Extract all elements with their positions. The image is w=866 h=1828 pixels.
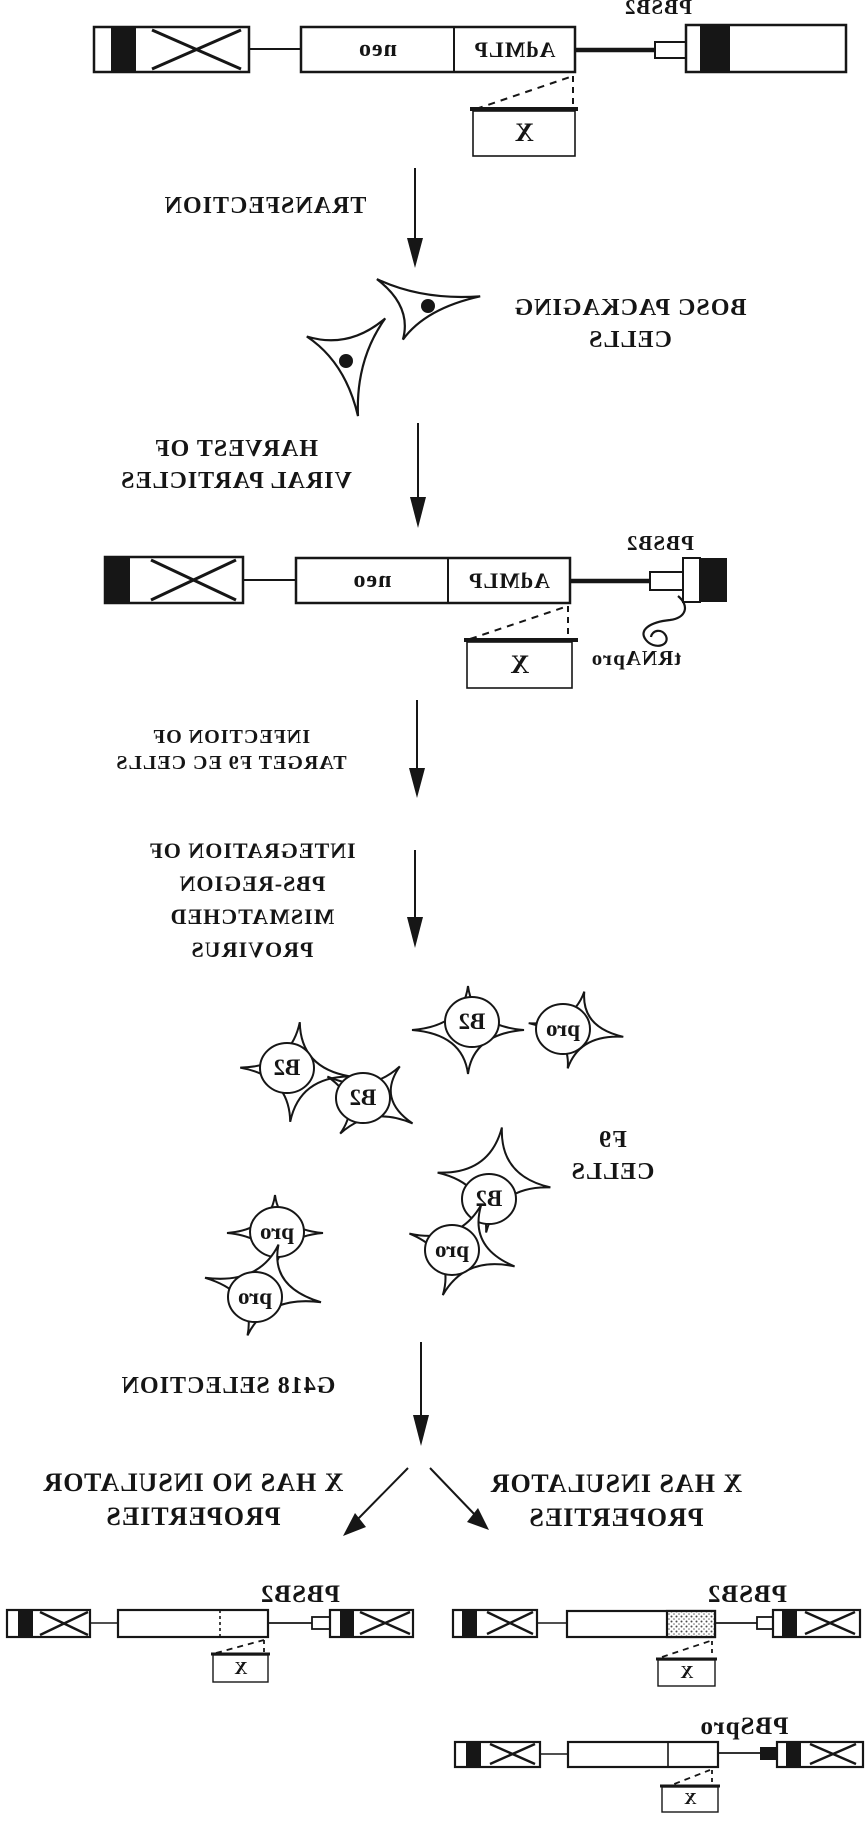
label-line: X HAS INSULATOR xyxy=(489,1468,743,1498)
cell-nucleus-dot xyxy=(339,354,353,368)
trna-primer-label: tRNApro xyxy=(590,646,682,671)
step-harvest-label xyxy=(100,433,372,499)
cell-provirus-label: pro xyxy=(237,1283,273,1309)
cell-provirus-label: pro xyxy=(545,1015,581,1041)
trna-squiggle-icon xyxy=(643,596,684,646)
label-line: PBS-REGION xyxy=(178,871,326,896)
step-packaging-label xyxy=(486,292,774,358)
label-line: VIRAL PARTICLES xyxy=(120,468,352,494)
cell-provirus-label: pro xyxy=(434,1236,470,1262)
label-line: TARGET F9 EC CELLS xyxy=(115,752,347,774)
provirus-name-label: PBSB2 xyxy=(625,531,695,556)
outcome-insulator-b2-construct xyxy=(453,1610,860,1686)
label-line: MISMATCHED xyxy=(169,904,335,929)
insert-x-label: X xyxy=(683,1789,697,1809)
label-line: INTEGRATION OF xyxy=(148,838,356,863)
step-transfection-label: TRANSFECTION xyxy=(163,193,367,220)
promoter-admlp-label: AdMLP xyxy=(473,36,556,62)
label-line: PROVIRUS xyxy=(190,937,314,962)
cell-provirus-label: B2 xyxy=(273,1054,301,1080)
gene-neo-label: neo xyxy=(358,35,397,62)
transfection-arrow xyxy=(407,168,423,268)
label-line: INFECTION OF xyxy=(151,725,311,748)
insert-x-label: X xyxy=(233,1657,248,1678)
f9-cells-label xyxy=(565,1126,660,1188)
plasmid-name-label: PBSB2 xyxy=(623,0,693,20)
label-line: PROPERTIES xyxy=(528,1503,704,1532)
packaging-cells xyxy=(307,279,480,416)
promoter-admlp-label: AdMLP xyxy=(468,567,550,593)
label-line: X HAS NO INSULATOR xyxy=(42,1467,344,1497)
step-integration-label xyxy=(133,834,371,966)
outcome-name-label: PBSB2 xyxy=(259,1580,341,1608)
outcome-no-insulator-construct xyxy=(7,1610,413,1682)
selection-arrow xyxy=(413,1342,429,1446)
cell-provirus-label: pro xyxy=(259,1218,295,1244)
gene-neo-label: neo xyxy=(352,566,392,593)
step-infection-label xyxy=(112,721,350,779)
branch-no-insulator-label xyxy=(12,1466,374,1534)
label-line: CELLS xyxy=(570,1159,655,1185)
cell-provirus-label: B2 xyxy=(349,1084,377,1110)
integration-arrow xyxy=(407,850,423,948)
cell-nucleus-dot xyxy=(421,299,435,313)
insert-x-label: X xyxy=(509,649,530,679)
cell-provirus-label: B2 xyxy=(475,1185,503,1211)
outcome-insulator-pro-construct xyxy=(455,1742,863,1812)
label-line: HARVEST OF xyxy=(153,436,319,463)
label-line: CELLS xyxy=(588,327,672,353)
label-line: F9 xyxy=(598,1127,627,1154)
step-selection-label: G418 SELECTION xyxy=(120,1373,336,1400)
outcome-name-label: PBSpro xyxy=(699,1712,789,1740)
branch-insulator-label xyxy=(466,1468,766,1534)
insert-x-label: X xyxy=(514,118,534,148)
cell-provirus-label: B2 xyxy=(458,1008,486,1034)
insert-x-label: X xyxy=(679,1662,694,1683)
infection-arrow xyxy=(409,700,425,798)
harvest-arrow xyxy=(410,423,426,528)
label-line: PROPERTIES xyxy=(105,1502,281,1531)
outcome-name-label: PBSB2 xyxy=(706,1580,788,1608)
label-line: BOSC PACKAGING xyxy=(513,295,747,322)
